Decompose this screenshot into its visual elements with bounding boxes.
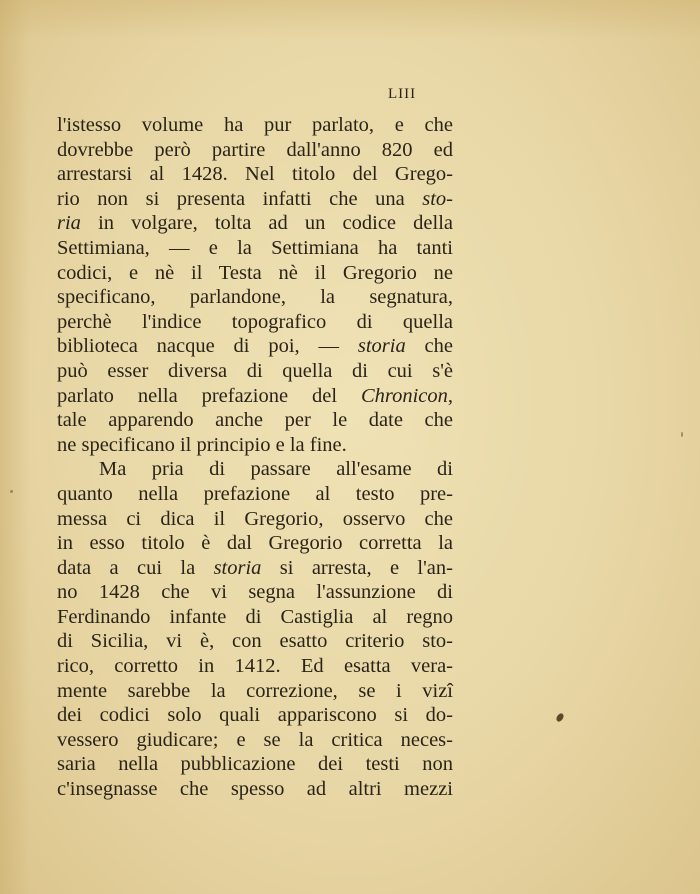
page-number: LIII <box>388 86 417 102</box>
text-run: parlato nella prefazione del <box>57 384 361 407</box>
italic-text: ria <box>57 212 81 235</box>
text-line <box>57 359 453 384</box>
text-run: di Sicilia, vi è, con esatto criterio sto- <box>57 630 453 653</box>
text-line <box>57 531 453 556</box>
text-run: in esso titolo è dal Gregorio corretta la <box>57 532 453 555</box>
text-run: no 1428 che vi segna l'assunzione di <box>57 581 453 604</box>
italic-text: storia <box>213 556 262 579</box>
paper-speck <box>681 432 683 437</box>
text-line <box>57 285 453 310</box>
text-run: può esser diversa di quella di cui s'è <box>57 359 453 382</box>
text-line <box>57 162 453 187</box>
text-line <box>57 211 453 236</box>
text-run: perchè l'indice topografico di quella <box>57 310 453 333</box>
italic-text: sto- <box>422 187 453 210</box>
text-run: ne specificano il principio e la fine. <box>57 433 347 456</box>
text-run: Ma pria di passare all'esame di <box>99 458 453 481</box>
text-run: che <box>405 335 453 358</box>
text-run: dovrebbe però partire dall'anno 820 ed <box>57 138 453 161</box>
page-edge-shadow-left <box>0 0 30 894</box>
text-line <box>57 261 453 286</box>
text-run: vessero giudicare; e se la critica neces- <box>57 728 453 751</box>
text-run: arrestarsi al 1428. Nel titolo del Grego- <box>57 163 453 186</box>
text-run: quanto nella prefazione al testo pre- <box>57 482 453 505</box>
text-run: rico, corretto in 1412. Ed esatta vera- <box>57 655 453 678</box>
text-line <box>57 556 453 581</box>
text-run: rio non si presenta infatti che una <box>57 187 423 210</box>
text-line <box>57 777 453 802</box>
text-line <box>57 679 453 704</box>
text-run: data a cui la <box>57 556 214 579</box>
text-run: si arresta, e l'an- <box>261 556 453 579</box>
page-edge-shadow-top <box>0 0 700 40</box>
text-line <box>57 113 453 138</box>
text-run: Ferdinando infante di Castiglia al regno <box>57 605 453 628</box>
paper-speck <box>10 490 13 493</box>
text-line <box>57 457 453 482</box>
text-line <box>57 334 453 359</box>
text-run: , <box>447 384 453 407</box>
text-line <box>57 384 453 409</box>
italic-text: Chronicon <box>360 384 448 407</box>
text-run: messa ci dica il Gregorio, osservo che <box>57 507 453 530</box>
text-line <box>57 752 453 777</box>
text-line <box>57 310 453 335</box>
text-line <box>57 507 453 532</box>
text-line <box>57 703 453 728</box>
text-line <box>57 605 453 630</box>
text-line <box>57 138 453 163</box>
text-run: saria nella pubblicazione dei testi non <box>57 753 453 776</box>
body-text <box>57 113 453 802</box>
text-line <box>57 408 453 433</box>
text-run: biblioteca nacque di poi, — <box>57 335 358 358</box>
text-run: Settimiana, — e la Settimiana ha tanti <box>57 236 453 259</box>
text-run: tale apparendo anche per le date che <box>57 409 453 432</box>
text-line <box>57 433 453 458</box>
text-line <box>57 187 453 212</box>
text-line <box>57 629 453 654</box>
text-run: dei codici solo quali appariscono si do- <box>57 704 453 727</box>
text-run: c'insegnasse che spesso ad altri mezzi <box>57 778 453 801</box>
text-line <box>57 654 453 679</box>
text-line <box>57 728 453 753</box>
text-run: mente sarebbe la correzione, se i vizî <box>57 679 453 702</box>
text-line <box>57 580 453 605</box>
italic-text: storia <box>357 335 406 358</box>
text-run: specificano, parlandone, la segnatura, <box>57 286 453 309</box>
text-run: codici, e nè il Testa nè il Gregorio ne <box>57 261 453 284</box>
text-line <box>57 482 453 507</box>
text-line <box>57 236 453 261</box>
text-run: l'istesso volume ha pur parlato, e che <box>57 114 453 136</box>
text-run: in volgare, tolta ad un codice della <box>80 212 453 235</box>
